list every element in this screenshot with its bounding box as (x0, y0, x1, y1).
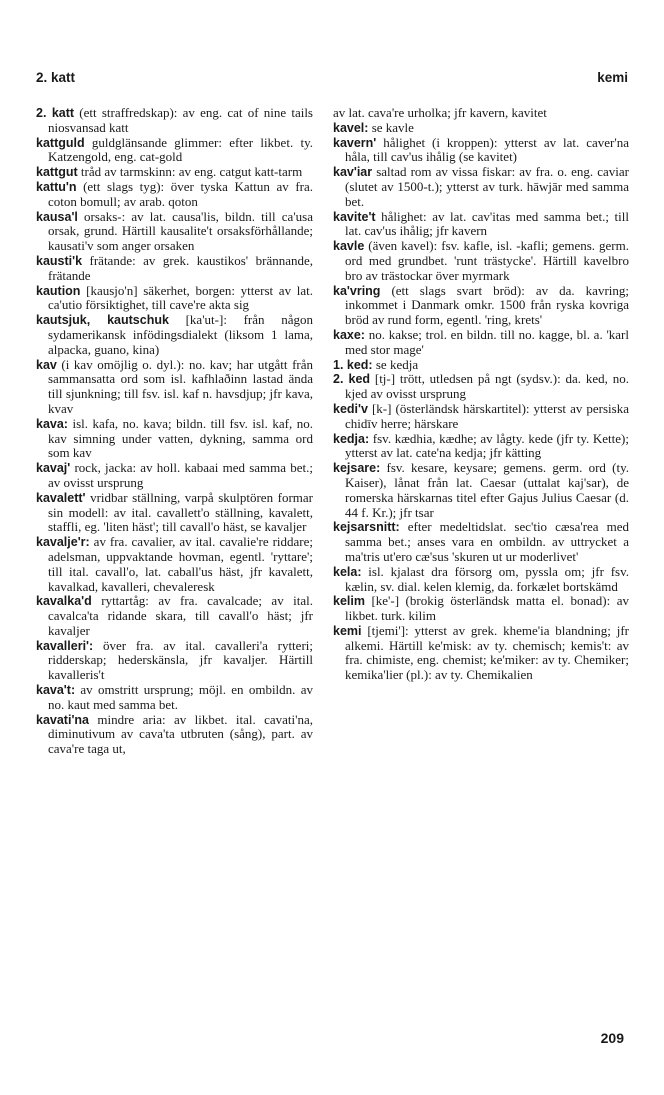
entry-text: hålighet: av lat. cav'itas med samma bet.; till lat. cav'us ihålig; jfr kavern (345, 208, 629, 239)
dictionary-entry (36, 461, 313, 491)
right-column (333, 106, 629, 683)
entry-headword: kavel: (333, 120, 369, 135)
entry-headword: kavaj' (36, 461, 71, 476)
entry-headword: kautsjuk, kautschuk (36, 313, 169, 328)
entry-text: (ett slags tyg): över tyska Kattun av fra. coton bomull; av arab. qoton (48, 178, 313, 209)
entry-headword: 1. ked: (333, 357, 373, 372)
dictionary-entry (36, 713, 313, 757)
entry-text: saltad rom av vissa fiskar: av fra. o. eng. caviar (slutet av 1500-t.); ytterst av turk. hāwjār med samma bet. (345, 164, 629, 209)
entry-text: frätande: av grek. kaustikos' brännande, frätande (48, 252, 313, 283)
entry-text: (även kavel): fsv. kafle, isl. -kafli; gemens. germ. ord med grundbet. 'runt trästycke'. Härtill kavelbro bro av trästockar över myrmark (345, 238, 629, 283)
dictionary-entry (36, 417, 313, 461)
entry-text: vridbar ställning, varpå skulptören formar sin modell: av ital. cavallett'o ställning, kavalett, staffli, eg. 'liten häst'; till cavall'o häst, se kavaljer (48, 489, 313, 535)
entry-text: över fra. av ital. cavalleri'a rytteri; ridderskap; hederskänsla, jfr kavaljer. Härtill kavalleris't (48, 637, 313, 683)
entry-text: [ka'ut-]: från någon sydamerikansk infödingsdialekt (liksom 1 lama, alpacka, guano, kina) (48, 312, 313, 357)
entry-headword: kausti'k (36, 253, 83, 268)
dictionary-entry (36, 165, 313, 180)
entry-text: ryttartåg: av fra. cavalcade; av ital. cavalca'ta ridande skara, till cavall'o häst; jfr kavaljer (48, 593, 313, 638)
dictionary-entry (333, 594, 629, 624)
dictionary-entry (333, 165, 629, 209)
entry-headword: kavern' (333, 135, 377, 150)
dictionary-entry (36, 491, 313, 535)
dictionary-entry (333, 461, 629, 520)
entry-headword: kattgut (36, 165, 78, 180)
page-number: 209 (600, 1030, 624, 1046)
entry-text: mindre aria: av likbet. ital. cavati'na, diminutivum av cava'ta utbruten (sång), part. av cava're taga ut, (48, 711, 313, 757)
dictionary-entry (333, 328, 629, 358)
dictionary-entry (333, 520, 629, 564)
entry-text: (i kav omöjlig o. dyl.): no. kav; har utgått från sammansatta ord som isl. kafhlaðinn lastad ända till sjunkning; till fsv. isl. kaf n. havsdjup; jfr kava, kvav (48, 356, 313, 416)
entry-text: [k-] (österländsk härskartitel): ytterst av persiska chidīv herre; härskare (345, 400, 629, 431)
entry-headword: kedja: (333, 431, 370, 446)
dictionary-entry (36, 180, 313, 210)
entry-text: isl. kafa, no. kava; bildn. till fsv. isl. kaf, no. kav simning under vatten, dykning, samma ord som kav (48, 415, 313, 461)
dictionary-entry (36, 284, 313, 314)
dictionary-entry (333, 432, 629, 462)
entry-headword: kejsare: (333, 461, 381, 476)
left-column (36, 106, 313, 757)
entry-text: fsv. kesare, keysare; gemens. germ. ord (ty. Kaiser), lånat från lat. Caesar (uttalat kaj'sar), de romerska härskarnas titel efter Gajus Julius Caesar (d. 44 f. Kr.); jfr tsar (345, 460, 629, 520)
entry-headword: kaution (36, 283, 81, 298)
dictionary-entry (333, 372, 629, 402)
dictionary-entry (36, 535, 313, 594)
entry-text: rock, jacka: av holl. kabaai med samma bet.; av ovisst ursprung (48, 460, 313, 490)
entry-text: av fra. cavalier, av ital. cavalie're riddare; adelsman, uppvaktande hovman, egentl. 'ryttare'; till ital. cavall'o, lat. caball'us häst, jfr kavalett, kavalkad, kavalleri, chevaleresk (48, 534, 313, 594)
entry-headword: kav'iar (333, 165, 373, 180)
entry-headword: kemi (333, 623, 362, 638)
entry-headword: kavle (333, 239, 365, 254)
entry-text: efter medeltidslat. sec'tio cæsa'rea med samma bet.; anses vara en ombildn. av uttrycket a ma'tris ut'ero cæ'sus 'skuren ut ur moderlivet' (345, 519, 629, 564)
dictionary-entry (36, 210, 313, 254)
dictionary-entry (333, 402, 629, 432)
entry-text: tråd av tarmskinn: av eng. catgut katt-tarm (77, 164, 303, 180)
running-head-left: 2. katt (36, 70, 76, 85)
dictionary-entry (333, 239, 629, 283)
entry-headword: kela: (333, 564, 362, 579)
entry-headword: kav (36, 357, 57, 372)
entry-text: hålighet (i kroppen): ytterst av lat. caver'na håla, till cav'us ihålig (se kavitet) (345, 134, 629, 165)
entry-headword: kavati'na (36, 712, 90, 727)
entry-text: orsaks-: av lat. causa'lis, bildn. till ca'usa orsak, grund. Härtill kausalite't orsaksförhållande; kausati'v som anger orsaken (48, 208, 313, 254)
entry-text: no. kakse; trol. en bildn. till no. kagge, bl. a. 'karl med stor mage' (345, 326, 629, 357)
entry-headword: kava't: (36, 683, 76, 698)
dictionary-entry (36, 254, 313, 284)
entry-headword: kattu'n (36, 179, 77, 194)
dictionary-entry (36, 358, 313, 417)
entry-text: (ett slags svart bröd): av da. kavring; inkommet i Danmark omkr. 1500 från ryska kovriga bröd av rund form, egentl. 'ring, krets' (345, 282, 629, 328)
entry-text: se kedja (372, 356, 419, 372)
dictionary-entry (333, 106, 629, 121)
dictionary-entry (333, 565, 629, 595)
entry-headword: kavalett' (36, 490, 86, 505)
dictionary-entry (333, 358, 629, 373)
entry-text: [tjemi']: ytterst av grek. kheme'ia blandning; jfr alkemi. Härtill ke'misk: av ty. chemisch; kemis't: av fra. chimiste, eng. chemist; ke'miker: av ty. Chemiker; kemika'lier (pl.): av ty. Chemikalien (345, 622, 629, 683)
entry-text: fsv. kædhia, kædhe; av lågty. kede (jfr ty. Kette); ytterst av lat. cate'na kedja; jfr kätting (345, 430, 629, 461)
entry-headword: kavalleri': (36, 638, 94, 653)
dictionary-entry (36, 683, 313, 713)
dictionary-entry (36, 106, 313, 136)
entry-text: [tj-] trött, utledsen på ngt (sydsv.): da. ked, no. kjed av ovisst ursprung (345, 371, 629, 402)
entry-text: av omstritt ursprung; möjl. en ombildn. av no. kaut med samma bet. (48, 682, 313, 712)
dictionary-entry (333, 121, 629, 136)
dictionary-entry (36, 639, 313, 683)
entry-headword: 2. ked (333, 372, 371, 387)
dictionary-entry (333, 136, 629, 166)
dictionary-entry (36, 594, 313, 638)
entry-text: guldglänsande glimmer: efter likbet. ty. Katzengold, eng. cat-gold (48, 134, 313, 165)
entry-text: se kavle (368, 119, 414, 135)
entry-text: [kausjo'n] säkerhet, borgen: ytterst av lat. ca'utio försiktighet, till cave're akta sig (48, 282, 313, 313)
dictionary-entry (333, 284, 629, 328)
entry-text: (ett straffredskap): av eng. cat of nine tails niosvansad katt (48, 105, 313, 135)
entry-headword: kedi'v (333, 401, 368, 416)
dictionary-entry (36, 313, 313, 357)
entry-text: av lat. cava're urholka; jfr kavern, kavitet (333, 105, 547, 120)
entry-text: [ke'-] (brokig österländsk matta el. bonad): av likbet. turk. kilim (345, 593, 629, 624)
entry-headword: kava: (36, 416, 68, 431)
entry-headword: ka'vring (333, 283, 381, 298)
entry-headword: kausa'l (36, 209, 78, 224)
entry-headword: kejsarsnitt: (333, 520, 400, 535)
entry-headword: kaxe: (333, 327, 365, 342)
dictionary-entry (333, 210, 629, 240)
entry-headword: kelim (333, 594, 365, 609)
entry-headword: 2. katt (36, 106, 75, 120)
entry-headword: kavalka'd (36, 594, 92, 609)
running-head-right: kemi (597, 70, 628, 85)
dictionary-entry (333, 624, 629, 683)
entry-text: isl. kjalast dra försorg om, pyssla om; jfr fsv. kælin, sv. dial. kelen klemig, da. forkælet bortskämd (345, 563, 629, 594)
entry-headword: kattguld (36, 135, 85, 150)
entry-headword: kavite't (333, 209, 376, 224)
dictionary-entry (36, 136, 313, 166)
entry-headword: kavalje'r: (36, 535, 90, 550)
